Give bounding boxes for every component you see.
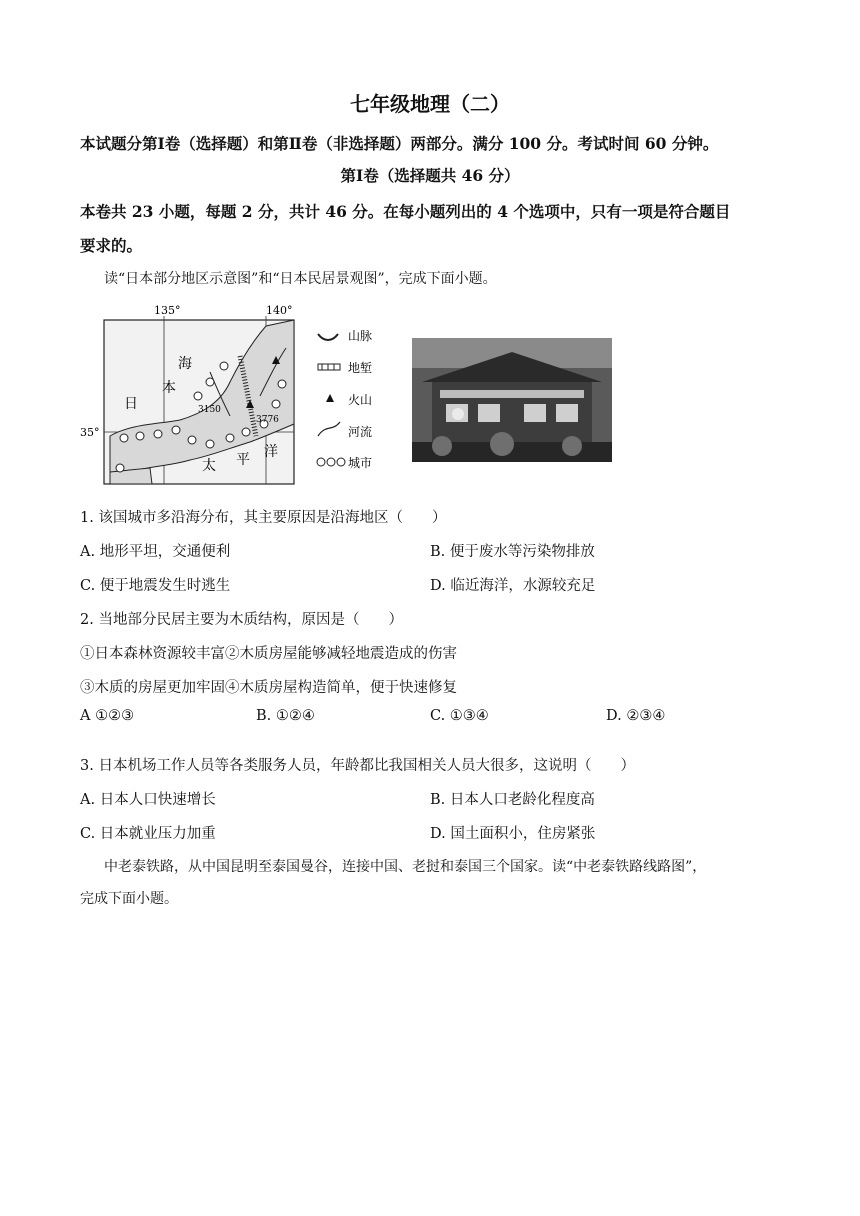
ocean-char-ping: 平 xyxy=(236,452,250,468)
question-2-statements-2: ③木质的房屋更加牢固④木质房屋构造简单，便于快速修复 xyxy=(80,680,457,696)
elevation-label-2: 3776 xyxy=(256,415,279,425)
label-140: 140° xyxy=(266,304,293,317)
passage-intro-2-line1: 中老泰铁路，从中国昆明至泰国曼谷，连接中国、老挝和泰国三个国家。读“中老泰铁路线路图”， xyxy=(104,859,707,875)
sea-char-ri: 海 xyxy=(178,356,192,372)
question-1-option-c[interactable]: C. 便于地震发生时逃生 xyxy=(80,578,231,594)
question-3-option-b[interactable]: B. 日本人口老龄化程度高 xyxy=(430,792,595,808)
passage-intro-2-line2: 完成下面小题。 xyxy=(80,891,178,907)
legend-city-icon xyxy=(337,458,345,466)
question-3-stem: 3. 日本机场工作人员等各类服务人员，年龄都比我国相关人员大很多，这说明（ ） xyxy=(80,758,635,774)
question-1-stem: 1. 该国城市多沿海分布，其主要原因是沿海地区（ ） xyxy=(80,510,447,526)
page-title: 七年级地理（二） xyxy=(350,92,510,116)
question-3-option-d[interactable]: D. 国土面积小，住房紧张 xyxy=(430,826,596,842)
legend-volcano: 火山 xyxy=(348,393,373,407)
legend-mountain: 山脉 xyxy=(348,329,373,343)
section-desc-line1: 本卷共 23 小题，每题 2 分，共计 46 分。在每小题列出的 4 个选项中，只有一项是符合题目 xyxy=(80,202,731,221)
question-1-option-d[interactable]: D. 临近海洋，水源较充足 xyxy=(430,578,596,594)
map-legend xyxy=(317,329,372,470)
question-3-option-a[interactable]: A. 日本人口快速增长 xyxy=(80,792,216,808)
question-2-option-a[interactable]: A ①②③ xyxy=(80,708,135,724)
question-2-option-d[interactable]: D. ②③④ xyxy=(606,708,666,724)
ocean-char-tai: 太 xyxy=(202,458,216,474)
question-1-option-b[interactable]: B. 便于废水等污染物排放 xyxy=(430,544,595,560)
balcony-rail xyxy=(440,390,584,398)
ocean-char-yang: 洋 xyxy=(264,444,278,460)
question-2-stem: 2. 当地部分民居主要为木质结构，原因是（ ） xyxy=(80,612,403,628)
section-title: 第Ⅰ卷（选择题共 46 分） xyxy=(340,166,520,185)
legend-mountain-icon xyxy=(318,334,338,340)
japan-map-figure xyxy=(80,296,392,488)
question-2-option-c[interactable]: C. ①③④ xyxy=(430,708,489,724)
sea-char-hai: 日 xyxy=(124,396,138,412)
legend-fossa: 地堑 xyxy=(348,361,373,375)
section-desc-line2: 要求的。 xyxy=(80,236,143,255)
lantern xyxy=(452,408,464,420)
legend-fossa-icon xyxy=(318,364,340,370)
label-135: 135° xyxy=(154,304,181,317)
legend-river: 河流 xyxy=(348,425,373,439)
question-3-option-c[interactable]: C. 日本就业压力加重 xyxy=(80,826,216,842)
legend-city: 城市 xyxy=(348,456,373,470)
legend-river-icon xyxy=(318,422,340,436)
passage-intro-1: 读“日本部分地区示意图”和“日本民居景观图”，完成下面小题。 xyxy=(104,271,497,287)
elevation-label: 3150 xyxy=(198,405,221,415)
sea-char-ben: 本 xyxy=(162,380,176,396)
legend-volcano-icon xyxy=(326,394,334,402)
question-2-statements-1: ①日本森林资源较丰富②木质房屋能够减轻地震造成的伤害 xyxy=(80,646,457,662)
question-2-option-b[interactable]: B. ①②④ xyxy=(256,708,315,724)
japanese-house-photo xyxy=(412,338,612,462)
exam-info: 本试题分第Ⅰ卷（选择题）和第Ⅱ卷（非选择题）两部分。满分 100 分。考试时间 60 分钟。 xyxy=(80,134,719,153)
label-35: 35° xyxy=(80,426,100,439)
question-1-option-a[interactable]: A. 地形平坦，交通便利 xyxy=(80,544,231,560)
